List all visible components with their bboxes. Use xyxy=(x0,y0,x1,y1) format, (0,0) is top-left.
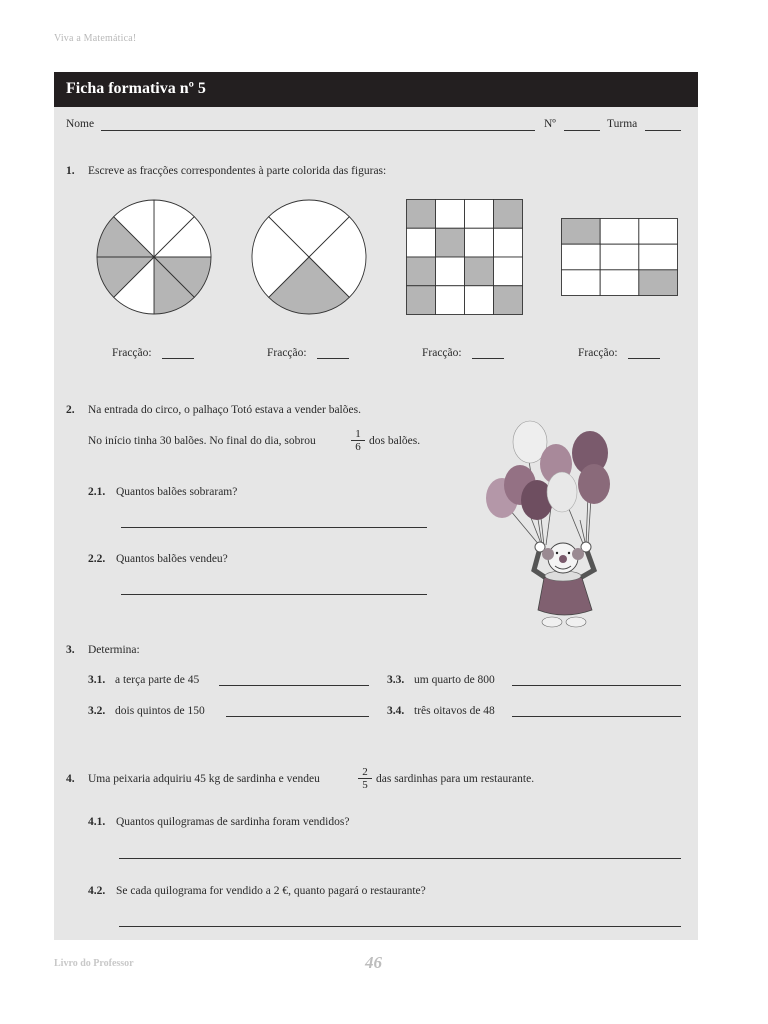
q3-3-number: 3.3. xyxy=(387,674,405,686)
q4-1-number: 4.1. xyxy=(88,816,106,828)
grid-cell xyxy=(639,244,678,270)
q2-line2-start: No início tinha 30 balões. No final do dia, sobrou xyxy=(88,435,316,447)
q2-fraction xyxy=(351,428,365,453)
class-answer-line[interactable] xyxy=(645,130,681,131)
q4-fraction xyxy=(358,766,372,791)
grid-cell xyxy=(465,200,494,229)
q2-1-text: Quantos balões sobraram? xyxy=(116,486,238,498)
grid-cell xyxy=(436,257,465,286)
worksheet-title: Ficha formativa nº 5 xyxy=(66,80,206,97)
fraction-label-4: Fracção: xyxy=(578,347,618,359)
q3-1-text: a terça parte de 45 xyxy=(115,674,200,686)
fraction-answer-line-2[interactable] xyxy=(317,358,349,359)
q4-1-text: Quantos quilogramas de sardinha foram vendidos? xyxy=(116,816,350,828)
grid-cell xyxy=(436,200,465,229)
q3-text: Determina: xyxy=(88,644,140,656)
grid-cell xyxy=(600,219,639,245)
q2-fraction-numerator: 1 xyxy=(351,428,365,441)
q2-text: Na entrada do circo, o palhaço Totó estava a vender balões. xyxy=(88,404,361,416)
q3-1-answer-line[interactable] xyxy=(219,685,369,686)
q3-4-text: três oitavos de 48 xyxy=(414,705,495,717)
q2-2-text: Quantos balões vendeu? xyxy=(116,553,228,565)
q4-2-number: 4.2. xyxy=(88,885,106,897)
q4-text-end: das sardinhas para um restaurante. xyxy=(376,773,535,785)
grid-cell xyxy=(494,228,523,257)
number-label: Nº xyxy=(544,118,556,130)
grid-cell xyxy=(436,228,465,257)
grid-cell xyxy=(639,270,678,296)
q2-number: 2. xyxy=(66,404,75,416)
q3-2-text: dois quintos de 150 xyxy=(115,705,205,717)
fraction-answer-line-4[interactable] xyxy=(628,358,660,359)
grid-cell xyxy=(494,286,523,315)
q4-2-text: Se cada quilograma for vendido a 2 €, quanto pagará o restaurante? xyxy=(116,885,426,897)
q2-fraction-denominator: 6 xyxy=(355,441,361,453)
grid-cell xyxy=(465,228,494,257)
q2-2-number: 2.2. xyxy=(88,553,106,565)
fraction-label-1: Fracção: xyxy=(112,347,152,359)
grid-cell xyxy=(407,286,436,315)
q4-text-start: Uma peixaria adquiriu 45 kg de sardinha e vendeu xyxy=(88,773,320,785)
q2-1-answer-line[interactable] xyxy=(121,527,427,528)
q4-fraction-denominator: 5 xyxy=(362,779,368,791)
number-answer-line[interactable] xyxy=(564,130,600,131)
grid-cell xyxy=(600,244,639,270)
q3-3-text: um quarto de 800 xyxy=(414,674,495,686)
grid-3x3-figure xyxy=(561,218,678,296)
q3-2-answer-line[interactable] xyxy=(226,716,369,717)
grid-cell xyxy=(407,257,436,286)
q2-line2-end: dos balões. xyxy=(369,435,421,447)
grid-cell xyxy=(600,270,639,296)
running-header: Viva a Matemática! xyxy=(54,33,137,44)
q4-fraction-numerator: 2 xyxy=(358,766,372,779)
q3-2-number: 3.2. xyxy=(88,705,106,717)
name-answer-line[interactable] xyxy=(101,130,535,131)
grid-cell xyxy=(562,244,601,270)
pie-quarters-figure xyxy=(251,199,367,315)
class-label: Turma xyxy=(607,118,638,130)
q3-4-answer-line[interactable] xyxy=(512,716,681,717)
q3-3-answer-line[interactable] xyxy=(512,685,681,686)
grid-cell xyxy=(465,286,494,315)
grid-cell xyxy=(407,228,436,257)
name-label: Nome xyxy=(66,118,95,130)
grid-cell xyxy=(494,257,523,286)
grid-cell xyxy=(639,219,678,245)
page-number: 46 xyxy=(365,953,382,972)
q3-number: 3. xyxy=(66,644,75,656)
q4-1-answer-line[interactable] xyxy=(119,858,681,859)
fraction-answer-line-3[interactable] xyxy=(472,358,504,359)
grid-cell xyxy=(562,270,601,296)
fraction-answer-line-1[interactable] xyxy=(162,358,194,359)
fraction-label-2: Fracção: xyxy=(267,347,307,359)
q2-1-number: 2.1. xyxy=(88,486,106,498)
q4-2-answer-line[interactable] xyxy=(119,926,681,927)
q2-2-answer-line[interactable] xyxy=(121,594,427,595)
clown-with-balloons-icon xyxy=(482,420,627,632)
grid-cell xyxy=(494,200,523,229)
q3-4-number: 3.4. xyxy=(387,705,405,717)
grid-cell xyxy=(407,200,436,229)
grid-cell xyxy=(436,286,465,315)
fraction-label-3: Fracção: xyxy=(422,347,462,359)
grid-cell xyxy=(562,219,601,245)
grid-4x4-figure xyxy=(406,199,523,315)
footer-book-label: Livro do Professor xyxy=(54,958,134,969)
q1-text: Escreve as fracções correspondentes à parte colorida das figuras: xyxy=(88,165,387,177)
q3-1-number: 3.1. xyxy=(88,674,106,686)
grid-cell xyxy=(465,257,494,286)
q1-number: 1. xyxy=(66,165,75,177)
q4-number: 4. xyxy=(66,773,75,785)
pie-eighths-figure xyxy=(96,199,212,315)
